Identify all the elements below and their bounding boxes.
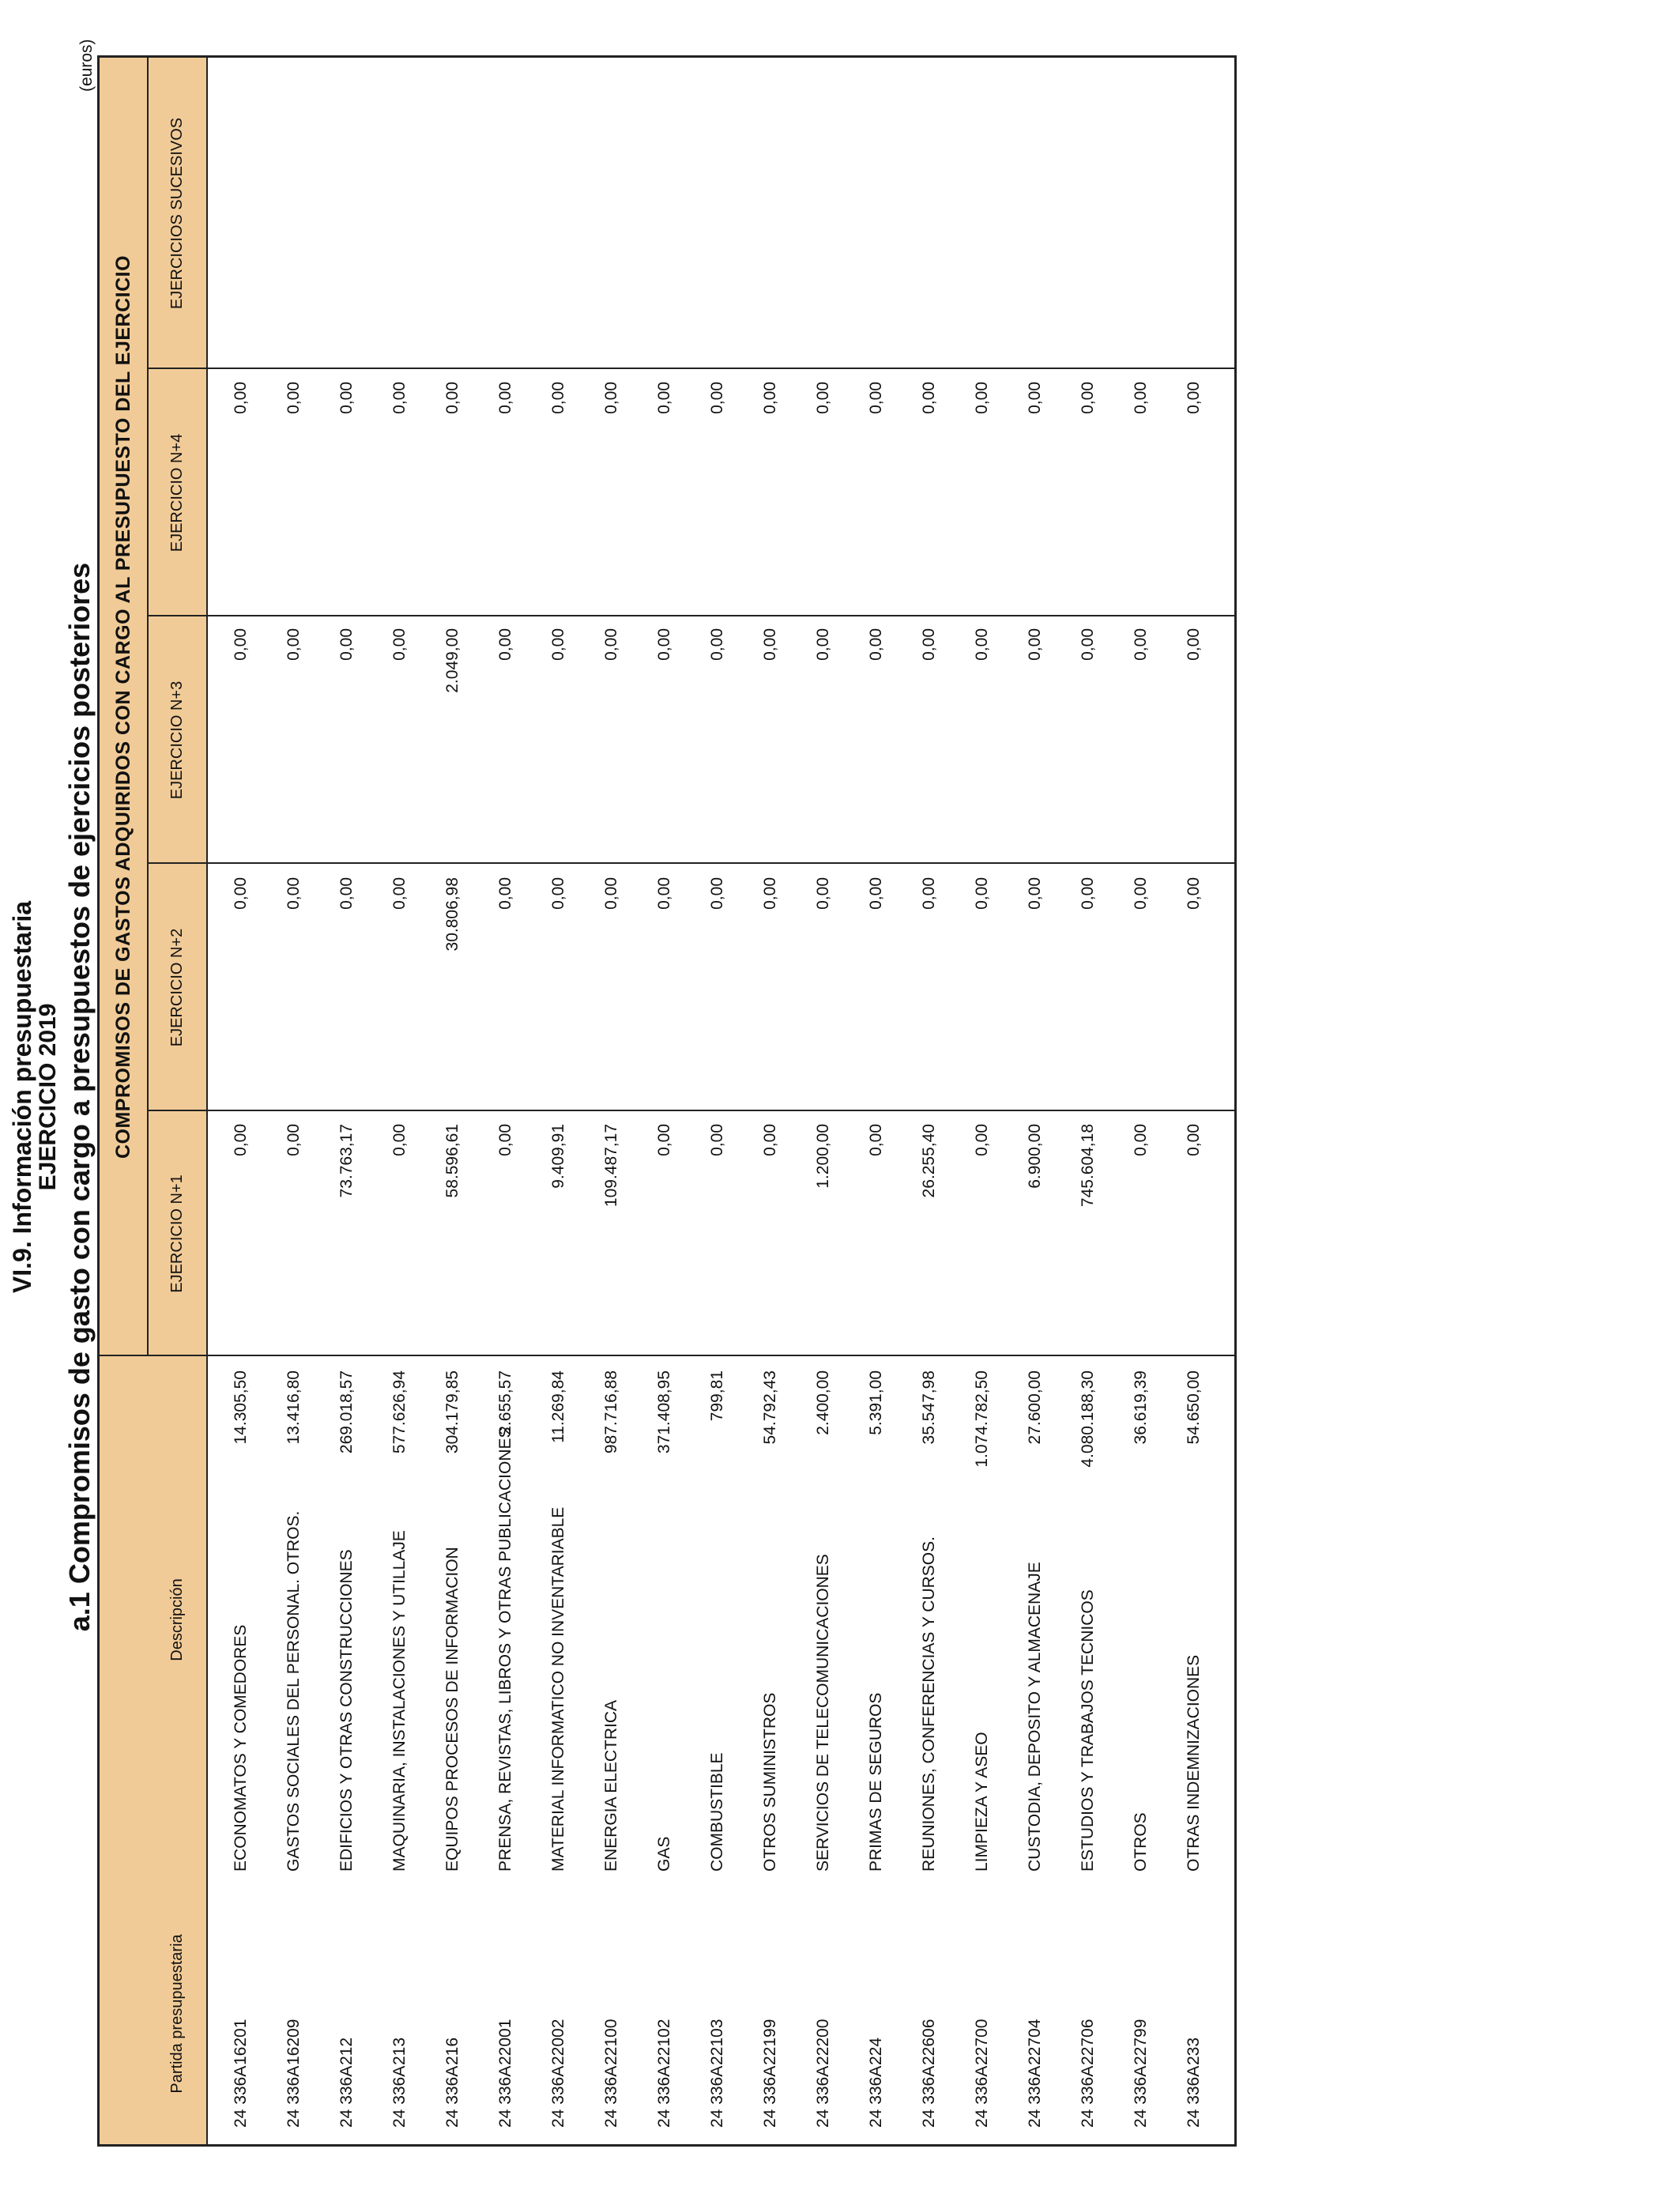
cell-n3: 0,00 <box>1185 877 1203 910</box>
cell-partida: 24 336A <box>1185 2065 1203 2128</box>
cell-subconcepto: 224 <box>867 2037 885 2065</box>
cell-partida: 24 336A <box>761 2065 779 2128</box>
cell-descripcion: ESTUDIOS Y TRABAJOS TECNICOS <box>1079 1589 1097 1872</box>
cell-partida: 24 336A <box>337 2065 356 2128</box>
cell-descripcion: OTROS SUMINISTROS <box>761 1692 779 1872</box>
cell-n4: 0,00 <box>761 628 779 661</box>
cell-subconcepto: 22704 <box>1026 2019 1044 2065</box>
cell-sucesivos: 0,00 <box>549 382 567 414</box>
cell-n2: 6.900,00 <box>1026 1124 1044 1189</box>
cell-n3: 0,00 <box>867 877 885 910</box>
cell-subconcepto: 22200 <box>814 2019 832 2065</box>
cell-subconcepto: 22103 <box>708 2019 726 2065</box>
cell-n2: 0,00 <box>496 1124 514 1156</box>
cell-n2: 0,00 <box>655 1124 673 1156</box>
cell-n2: 0,00 <box>761 1124 779 1156</box>
cell-partida: 24 336A <box>814 2065 832 2128</box>
cell-subconcepto: 22706 <box>1079 2019 1097 2065</box>
cell-n4: 0,00 <box>390 628 409 661</box>
cell-n4: 0,00 <box>549 628 567 661</box>
cell-sucesivos: 0,00 <box>337 382 356 414</box>
cell-n3: 0,00 <box>920 877 938 910</box>
cell-n2: 26.255,40 <box>920 1124 938 1198</box>
cell-descripcion: GAS <box>655 1836 673 1872</box>
cell-n2: 0,00 <box>1185 1124 1203 1156</box>
cell-sucesivos: 0,00 <box>973 382 991 414</box>
cell-n1: 11.269,84 <box>549 1370 567 1443</box>
cell-sucesivos: 0,00 <box>867 382 885 414</box>
cell-partida: 24 336A <box>284 2065 303 2128</box>
cell-subconcepto: 233 <box>1185 2037 1203 2065</box>
cell-subconcepto: 22199 <box>761 2019 779 2065</box>
cell-sucesivos: 0,00 <box>655 382 673 414</box>
cell-n4: 0,00 <box>655 628 673 661</box>
cell-partida: 24 336A <box>655 2065 673 2128</box>
cell-subconcepto: 216 <box>443 2037 461 2065</box>
cell-descripcion: GASTOS SOCIALES DEL PERSONAL. OTROS. <box>284 1510 303 1872</box>
cell-n1: 2.400,00 <box>814 1370 832 1435</box>
col-header-n3: EJERCICIO N+3 <box>168 680 186 800</box>
cell-n1: 799,81 <box>708 1370 726 1422</box>
cell-descripcion: EQUIPOS PROCESOS DE INFORMACION <box>443 1547 461 1872</box>
cell-n3: 0,00 <box>761 877 779 910</box>
cell-n2: 0,00 <box>284 1124 303 1156</box>
table-row <box>798 58 851 2144</box>
cell-n3: 0,00 <box>655 877 673 910</box>
table-row <box>322 58 375 2144</box>
cell-n4: 0,00 <box>814 628 832 661</box>
group-header: COMPROMISOS DE GASTOS ADQUIRIDOS CON CARGO AL PRESUPUESTO DEL EJERCICIO <box>112 254 134 1159</box>
cell-n4: 0,00 <box>602 628 620 661</box>
cell-sucesivos: 0,00 <box>1185 382 1203 414</box>
cell-n1: 987.716,88 <box>602 1370 620 1454</box>
cell-n1: 14.305,50 <box>232 1370 250 1445</box>
cell-n1: 371.408,95 <box>655 1370 673 1454</box>
cell-descripcion: LIMPIEZA Y ASEO <box>973 1732 991 1872</box>
cell-n3: 0,00 <box>602 877 620 910</box>
cell-n1: 2.655,57 <box>496 1370 514 1435</box>
page-subtitle: a.1 Compromisos de gasto con cargo a presupuestos de ejercicios posteriores <box>63 562 96 1632</box>
col-header-sucesivos: EJERCICIOS SUCESIVOS <box>168 117 186 310</box>
cell-subconcepto: 22606 <box>920 2019 938 2065</box>
cell-n4: 0,00 <box>1185 628 1203 661</box>
cell-partida: 24 336A <box>867 2065 885 2128</box>
table-row <box>1169 58 1222 2144</box>
cell-subconcepto: 22700 <box>973 2019 991 2065</box>
cell-n2: 0,00 <box>708 1124 726 1156</box>
cell-n4: 0,00 <box>867 628 885 661</box>
cell-n3: 0,00 <box>284 877 303 910</box>
table-row <box>375 58 428 2144</box>
table-row <box>1010 58 1063 2144</box>
cell-n2: 9.409,91 <box>549 1124 567 1189</box>
cell-subconcepto: 22001 <box>496 2019 514 2065</box>
table-row <box>428 58 480 2144</box>
col-header-n1: EJERCICIO N+1 <box>168 1174 186 1293</box>
cell-subconcepto: 22799 <box>1132 2019 1150 2065</box>
units-label: (euros) <box>77 39 96 92</box>
col-header-partida: Partida presupuestaria <box>168 1934 186 2094</box>
cell-descripcion: MAQUINARIA, INSTALACIONES Y UTILLAJE <box>390 1530 409 1872</box>
cell-n2: 73.763,17 <box>337 1124 356 1198</box>
cell-n1: 1.074.782,50 <box>973 1370 991 1468</box>
cell-n4: 0,00 <box>708 628 726 661</box>
cell-descripcion: OTROS <box>1132 1812 1150 1872</box>
cell-n2: 0,00 <box>973 1124 991 1156</box>
cell-n2: 0,00 <box>867 1124 885 1156</box>
cell-n3: 0,00 <box>973 877 991 910</box>
divider-header-body <box>206 58 208 2144</box>
cell-n2: 1.200,00 <box>814 1124 832 1189</box>
cell-subconcepto: 213 <box>390 2037 409 2065</box>
cell-n1: 5.391,00 <box>867 1370 885 1435</box>
cell-partida: 24 336A <box>496 2065 514 2128</box>
cell-descripcion: ENERGIA ELECTRICA <box>602 1699 620 1872</box>
cell-sucesivos: 0,00 <box>284 382 303 414</box>
table-row <box>1063 58 1116 2144</box>
cell-subconcepto: 212 <box>337 2037 356 2065</box>
cell-n4: 2.049,00 <box>443 628 461 693</box>
cell-sucesivos: 0,00 <box>1079 382 1097 414</box>
table-row <box>692 58 745 2144</box>
cell-subconcepto: 22100 <box>602 2019 620 2065</box>
cell-n4: 0,00 <box>284 628 303 661</box>
cell-n3: 0,00 <box>496 877 514 910</box>
cell-n3: 0,00 <box>1132 877 1150 910</box>
cell-descripcion: PRIMAS DE SEGUROS <box>867 1692 885 1872</box>
cell-partida: 24 336A <box>920 2065 938 2128</box>
year-label: EJERCICIO 2019 <box>35 1003 61 1191</box>
cell-n3: 0,00 <box>337 877 356 910</box>
cell-n3: 30.806,98 <box>443 877 461 952</box>
cell-n1: 577.626,94 <box>390 1370 409 1454</box>
cell-partida: 24 336A <box>549 2065 567 2128</box>
cell-partida: 24 336A <box>1079 2065 1097 2128</box>
cell-descripcion: OTRAS INDEMNIZACIONES <box>1185 1654 1203 1872</box>
cell-descripcion: EDIFICIOS Y OTRAS CONSTRUCCIONES <box>337 1549 356 1872</box>
cell-n2: 745.604,18 <box>1079 1124 1097 1208</box>
table-row <box>851 58 904 2144</box>
cell-n3: 0,00 <box>814 877 832 910</box>
cell-subconcepto: 22102 <box>655 2019 673 2065</box>
cell-n4: 0,00 <box>920 628 938 661</box>
cell-n3: 0,00 <box>1079 877 1097 910</box>
cell-n3: 0,00 <box>549 877 567 910</box>
cell-sucesivos: 0,00 <box>920 382 938 414</box>
cell-descripcion: COMBUSTIBLE <box>708 1752 726 1872</box>
cell-sucesivos: 0,00 <box>761 382 779 414</box>
cell-n4: 0,00 <box>1079 628 1097 661</box>
cell-descripcion: CUSTODIA, DEPOSITO Y ALMACENAJE <box>1026 1562 1044 1872</box>
cell-n3: 0,00 <box>708 877 726 910</box>
cell-n4: 0,00 <box>1132 628 1150 661</box>
col-header-descripcion: Descripción <box>168 1578 186 1661</box>
cell-descripcion: ECONOMATOS Y COMEDORES <box>232 1624 250 1872</box>
cell-partida: 24 336A <box>973 2065 991 2128</box>
cell-n1: 13.416,80 <box>284 1370 303 1445</box>
table-row <box>745 58 798 2144</box>
cell-n4: 0,00 <box>232 628 250 661</box>
cell-descripcion: REUNIONES, CONFERENCIAS Y CURSOS. <box>920 1536 938 1872</box>
cell-n3: 0,00 <box>232 877 250 910</box>
cell-sucesivos: 0,00 <box>390 382 409 414</box>
cell-sucesivos: 0,00 <box>708 382 726 414</box>
table-row <box>639 58 692 2144</box>
cell-partida: 24 336A <box>443 2065 461 2128</box>
col-header-n2: EJERCICIO N+2 <box>168 928 186 1047</box>
cell-n4: 0,00 <box>973 628 991 661</box>
cell-descripcion: PRENSA, REVISTAS, LIBROS Y OTRAS PUBLICACIONES <box>496 1427 514 1872</box>
cell-n1: 4.080.188,30 <box>1079 1370 1097 1468</box>
cell-partida: 24 336A <box>708 2065 726 2128</box>
cell-descripcion: SERVICIOS DE TELECOMUNICACIONES <box>814 1554 832 1872</box>
cell-subconcepto: 22002 <box>549 2019 567 2065</box>
cell-partida: 24 336A <box>1132 2065 1150 2128</box>
cell-partida: 24 336A <box>390 2065 409 2128</box>
cell-n1: 36.619,39 <box>1132 1370 1150 1445</box>
cell-subconcepto: 16201 <box>232 2019 250 2065</box>
table-row <box>586 58 639 2144</box>
cell-sucesivos: 0,00 <box>232 382 250 414</box>
commitments-table <box>97 55 1237 2147</box>
cell-sucesivos: 0,00 <box>814 382 832 414</box>
cell-sucesivos: 0,00 <box>1026 382 1044 414</box>
table-row <box>904 58 957 2144</box>
cell-n4: 0,00 <box>496 628 514 661</box>
cell-subconcepto: 16209 <box>284 2019 303 2065</box>
cell-sucesivos: 0,00 <box>1132 382 1150 414</box>
cell-partida: 24 336A <box>232 2065 250 2128</box>
cell-n2: 0,00 <box>232 1124 250 1156</box>
cell-n3: 0,00 <box>390 877 409 910</box>
cell-partida: 24 336A <box>602 2065 620 2128</box>
cell-n2: 109.487,17 <box>602 1124 620 1208</box>
cell-n1: 269.018,57 <box>337 1370 356 1454</box>
cell-n1: 54.792,43 <box>761 1370 779 1445</box>
cell-n4: 0,00 <box>1026 628 1044 661</box>
col-header-n4: EJERCICIO N+4 <box>168 433 186 552</box>
cell-n2: 58.596,61 <box>443 1124 461 1198</box>
cell-sucesivos: 0,00 <box>496 382 514 414</box>
table-row <box>216 58 269 2144</box>
table-row <box>269 58 322 2144</box>
table-row <box>533 58 586 2144</box>
table-row <box>480 58 533 2144</box>
cell-n4: 0,00 <box>337 628 356 661</box>
cell-n1: 35.547,98 <box>920 1370 938 1445</box>
cell-n1: 27.600,00 <box>1026 1370 1044 1445</box>
cell-n2: 0,00 <box>390 1124 409 1156</box>
table-row <box>957 58 1010 2144</box>
cell-n3: 0,00 <box>1026 877 1044 910</box>
table-row <box>1116 58 1169 2144</box>
cell-partida: 24 336A <box>1026 2065 1044 2128</box>
cell-sucesivos: 0,00 <box>602 382 620 414</box>
cell-descripcion: MATERIAL INFORMATICO NO INVENTARIABLE <box>549 1506 567 1872</box>
section-title: VI.9. Información presupuestaria <box>8 900 36 1294</box>
cell-n2: 0,00 <box>1132 1124 1150 1156</box>
cell-sucesivos: 0,00 <box>443 382 461 414</box>
cell-n1: 304.179,85 <box>443 1370 461 1454</box>
cell-n1: 54.650,00 <box>1185 1370 1203 1445</box>
